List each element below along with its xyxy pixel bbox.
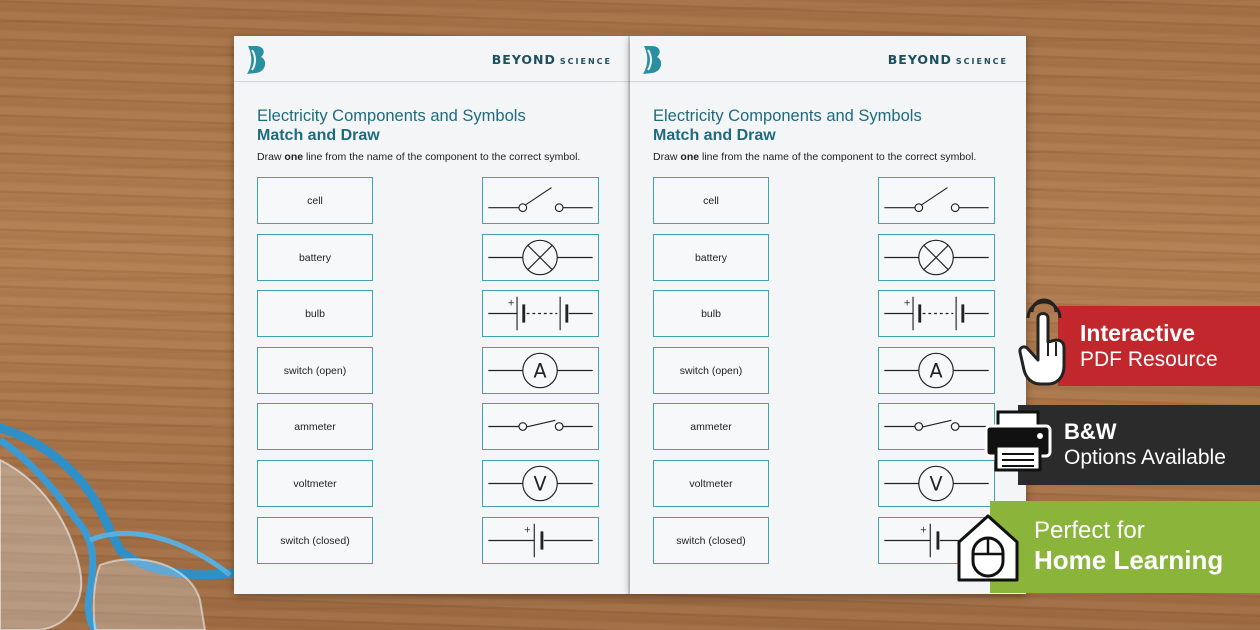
battery-symbol-icon xyxy=(483,291,598,336)
ammeter-symbol-icon xyxy=(879,348,994,393)
voltmeter-symbol-icon xyxy=(879,461,994,506)
page-title: Electricity Components and Symbols xyxy=(653,107,922,125)
symbol-box[interactable] xyxy=(482,234,599,281)
cell-symbol-icon xyxy=(483,518,598,563)
interactive-pdf-badge xyxy=(1058,306,1260,386)
page-subtitle: Match and Draw xyxy=(653,127,776,144)
component-box-ammeter[interactable]: ammeter xyxy=(653,403,769,450)
symbol-box[interactable] xyxy=(878,347,995,394)
touch-hand-icon xyxy=(1012,296,1076,388)
component-box-ammeter[interactable]: ammeter xyxy=(257,403,373,450)
ammeter-symbol-icon xyxy=(483,348,598,393)
badge-line1: Perfect for xyxy=(1034,517,1145,544)
instruction-text: Draw one line from the name of the component to the correct symbol. xyxy=(257,151,581,163)
page-subtitle: Match and Draw xyxy=(257,127,380,144)
component-box-switch-closed[interactable]: switch (closed) xyxy=(653,517,769,564)
worksheet-page-left xyxy=(234,36,630,594)
home-learning-badge xyxy=(990,501,1260,593)
positive-terminal-label: + xyxy=(523,525,531,536)
symbol-box[interactable] xyxy=(482,290,599,337)
component-box-cell[interactable]: cell xyxy=(257,177,373,224)
ammeter-label: A xyxy=(929,359,943,383)
positive-terminal-label: + xyxy=(507,298,515,309)
brand-name: BEYOND SCIENCE xyxy=(491,52,612,67)
bulb-symbol-icon xyxy=(483,235,598,280)
glasses-image xyxy=(0,400,260,630)
positive-terminal-label: + xyxy=(903,298,911,309)
voltmeter-label: V xyxy=(533,472,547,496)
switch-closed-symbol-icon xyxy=(483,404,598,449)
badge-line1: B&W xyxy=(1064,419,1117,444)
page-title: Electricity Components and Symbols xyxy=(257,107,526,125)
component-box-switch-open[interactable]: switch (open) xyxy=(653,347,769,394)
sheet-header xyxy=(630,36,1026,82)
voltmeter-symbol-icon xyxy=(483,461,598,506)
symbol-box[interactable] xyxy=(482,177,599,224)
component-box-voltmeter[interactable]: voltmeter xyxy=(653,460,769,507)
voltmeter-label: V xyxy=(929,472,943,496)
symbol-box[interactable] xyxy=(482,460,599,507)
component-box-bulb[interactable]: bulb xyxy=(653,290,769,337)
page-spine xyxy=(628,36,630,594)
symbol-box[interactable] xyxy=(482,517,599,564)
printer-icon xyxy=(982,408,1054,474)
positive-terminal-label: + xyxy=(919,525,927,536)
instruction-text: Draw one line from the name of the component to the correct symbol. xyxy=(653,151,977,163)
symbol-box[interactable] xyxy=(482,347,599,394)
component-box-battery[interactable]: battery xyxy=(653,234,769,281)
house-mouse-icon xyxy=(953,512,1023,584)
battery-symbol-icon xyxy=(879,291,994,336)
symbol-box[interactable] xyxy=(878,290,995,337)
ammeter-label: A xyxy=(533,359,547,383)
badge-line2: Options Available xyxy=(1064,446,1226,469)
symbol-box[interactable] xyxy=(878,177,995,224)
symbol-box[interactable] xyxy=(482,403,599,450)
switch-closed-symbol-icon xyxy=(879,404,994,449)
component-box-switch-open[interactable]: switch (open) xyxy=(257,347,373,394)
worksheet-page-right xyxy=(630,36,1026,594)
component-box-voltmeter[interactable]: voltmeter xyxy=(257,460,373,507)
switch-open-symbol-icon xyxy=(483,178,598,223)
symbol-box[interactable] xyxy=(878,234,995,281)
badge-line1: Interactive xyxy=(1080,320,1196,346)
switch-open-symbol-icon xyxy=(879,178,994,223)
symbol-box[interactable] xyxy=(878,403,995,450)
sheet-header xyxy=(234,36,630,82)
bulb-symbol-icon xyxy=(879,235,994,280)
component-box-switch-closed[interactable]: switch (closed) xyxy=(257,517,373,564)
component-box-battery[interactable]: battery xyxy=(257,234,373,281)
beyond-logo-icon xyxy=(244,44,270,76)
component-box-bulb[interactable]: bulb xyxy=(257,290,373,337)
beyond-logo-icon xyxy=(640,44,666,76)
badge-line2: PDF Resource xyxy=(1080,348,1218,371)
symbol-box[interactable] xyxy=(878,460,995,507)
component-box-cell[interactable]: cell xyxy=(653,177,769,224)
bw-options-badge xyxy=(1018,405,1260,485)
badge-line2: Home Learning xyxy=(1034,545,1224,575)
brand-name: BEYOND SCIENCE xyxy=(887,52,1008,67)
